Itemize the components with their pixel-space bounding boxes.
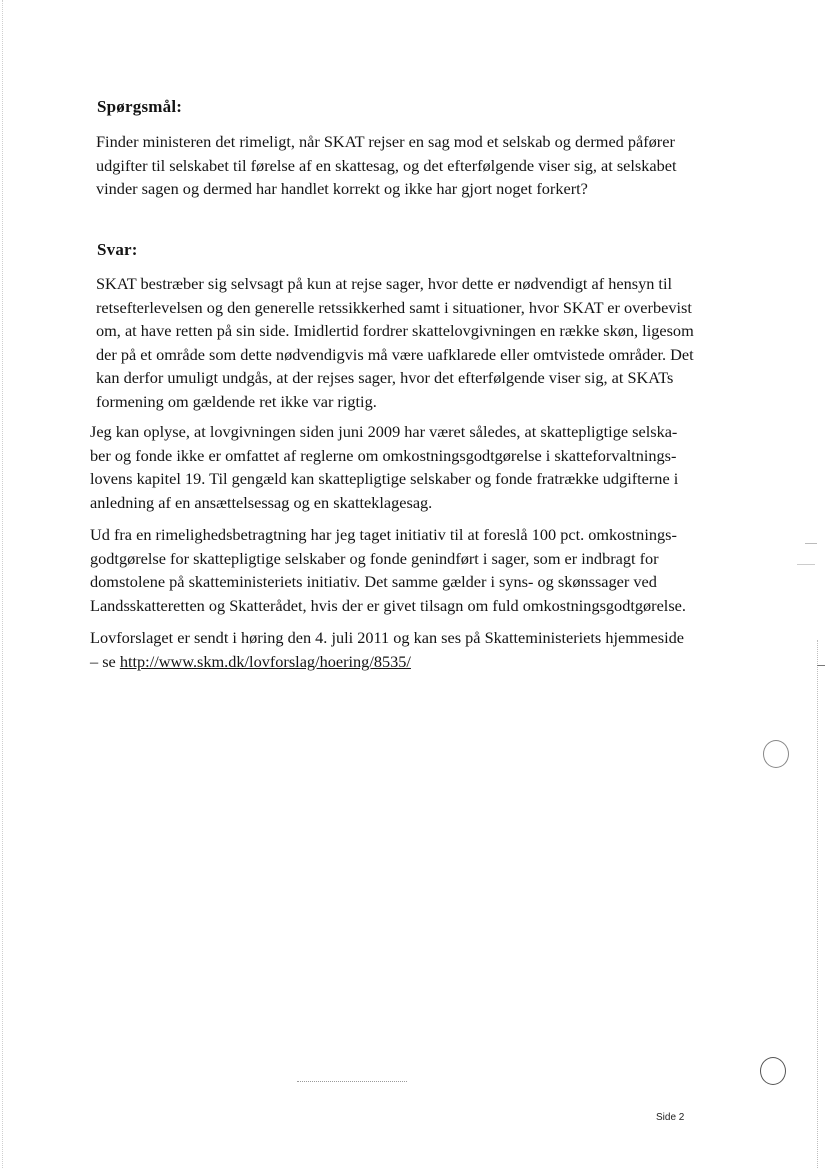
answer-heading: Svar: [97, 240, 138, 259]
answer-line: der på et område som dette nødvendigvis må være uafklarede eller omtvistede områder. Det [96, 344, 694, 364]
hoering-link[interactable]: http://www.skm.dk/lovforslag/hoering/8535/ [119, 651, 411, 671]
question-line: Finder ministeren det rimeligt, når SKAT rejser en sag mod et selskab og dermed påfører [96, 132, 675, 151]
question-heading: Spørgsmål: [97, 97, 183, 116]
scan-edge-right [817, 640, 818, 1168]
link-prefix: – se [90, 651, 120, 671]
answer-line: lovens kapitel 19. Til gengæld kan skattepligtige selskaber og fonde fratrække udgifterne i [90, 469, 679, 488]
answer-paragraph-2 [90, 420, 702, 514]
scan-tick-mark [817, 665, 825, 666]
answer-line: formening om gældende ret ikke var rigtig. [96, 391, 377, 411]
answer-line: anledning af en ansættelsessag og en skatteklagesag. [90, 492, 433, 512]
answer-line: retsefterlevelsen og den generelle retssikkerhed samt i situationer, hvor SKAT er overbevist [96, 297, 692, 317]
answer-line: domstolene på skatteministeriets initiativ. Det samme gælder i syns- og skønssager ved [90, 572, 657, 591]
answer-paragraph-3 [90, 523, 702, 617]
answer-paragraph-4 [90, 626, 702, 673]
answer-line: kan derfor umuligt undgås, at der rejses sager, hvor det efterfølgende viser sig, at SKATs [96, 368, 674, 387]
answer-paragraph-1 [96, 272, 708, 413]
punch-hole-mark [763, 740, 789, 768]
answer-line: godtgørelse for skattepligtige selskaber og fonde genindført i sager, som er indbragt for [90, 548, 659, 568]
scan-tick-mark [797, 564, 815, 565]
question-paragraph [96, 130, 708, 201]
answer-line: SKAT bestræber sig selvsagt på kun at rejse sager, hvor dette er nødvendigt af hensyn til [96, 274, 672, 293]
footer-divider [297, 1081, 407, 1082]
question-line: udgifter til selskabet til førelse af en skattesag, og det efterfølgende viser sig, at selskabet [96, 155, 677, 175]
answer-line: Ud fra en rimelighedsbetragtning har jeg taget initiativ til at foreslå 100 pct. omkostnings- [90, 525, 677, 544]
punch-hole-mark [760, 1057, 786, 1085]
question-line: vinder sagen og dermed har handlet korrekt og ikke har gjort noget forkert? [96, 179, 588, 198]
scan-edge-left [2, 0, 3, 1168]
answer-line: om, at have retten på sin side. Imidlertid fordrer skattelovgivningen en række skøn, ligesom [96, 321, 694, 340]
scan-tick-mark [805, 543, 817, 544]
answer-line-with-link [90, 650, 702, 674]
answer-line: Landsskatteretten og Skatterådet, hvis der er givet tilsagn om fuld omkostningsgodtgørelse. [90, 595, 686, 615]
answer-line: Lovforslaget er sendt i høring den 4. juli 2011 og kan ses på Skatteministeriets hjemmeside [90, 628, 684, 647]
answer-line: ber og fonde ikke er omfattet af reglerne om omkostningsgodtgørelse i skatteforvaltnings- [90, 445, 677, 465]
page-number: Side 2 [656, 1112, 685, 1123]
answer-line: Jeg kan oplyse, at lovgivningen siden juni 2009 har været således, at skattepligtige selska- [90, 422, 678, 441]
